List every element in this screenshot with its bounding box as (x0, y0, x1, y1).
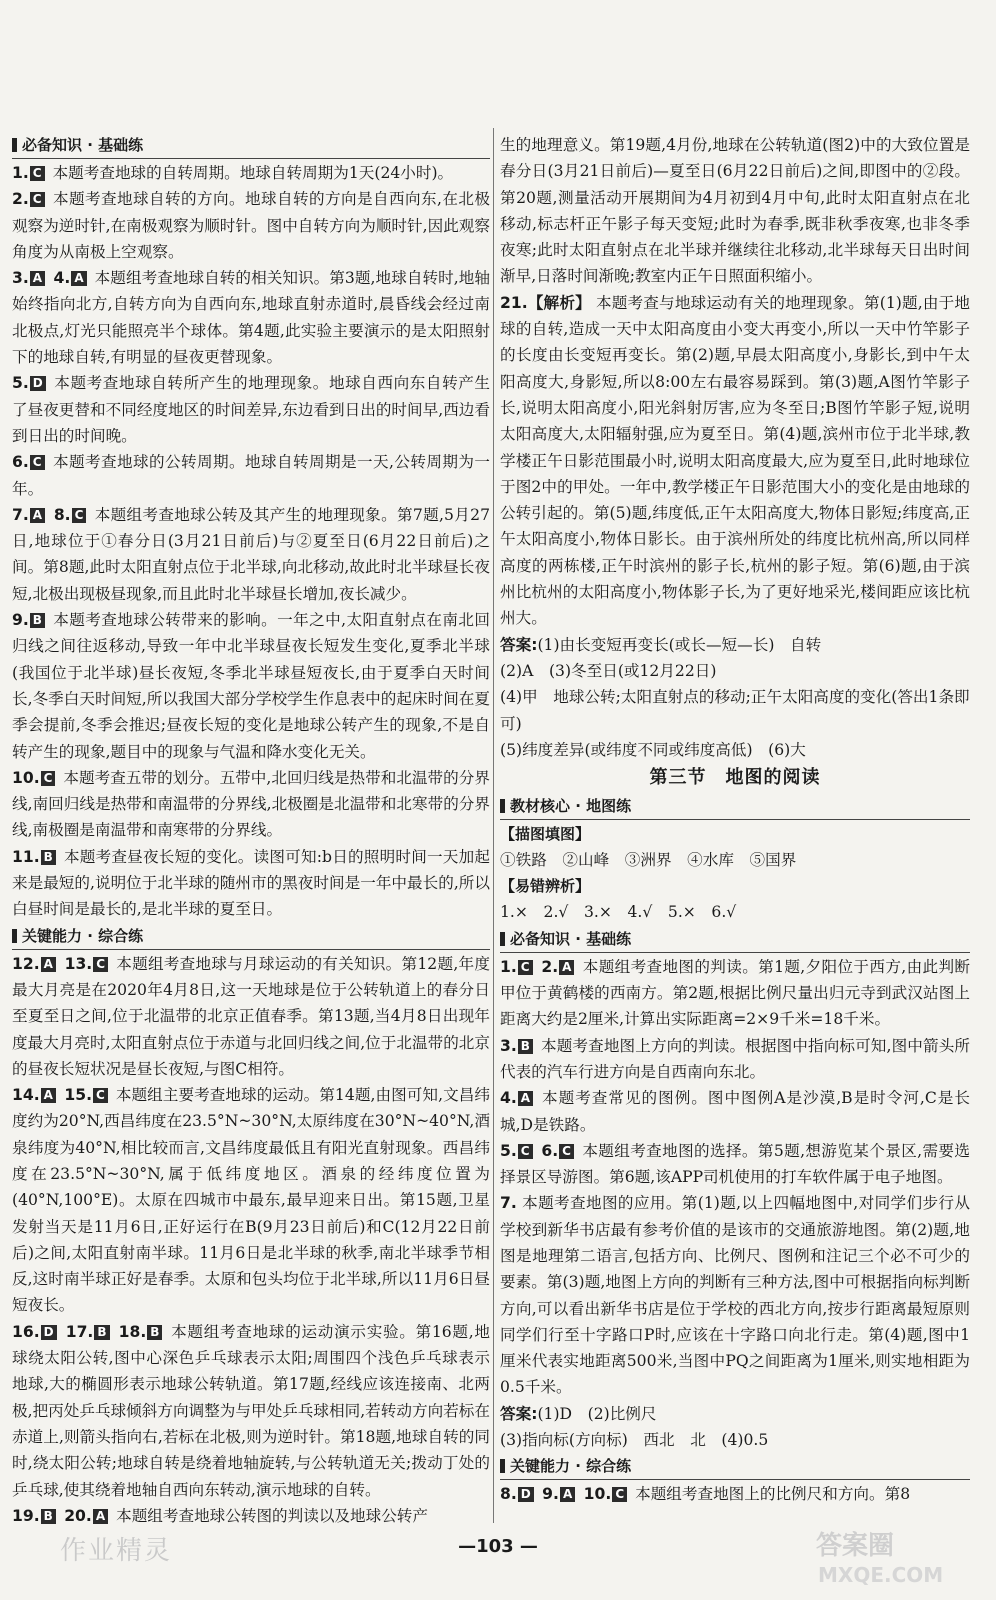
analysis-tag: 【解析】 (527, 293, 591, 312)
section-title: 必备知识 · 基础练 (510, 929, 632, 948)
explanation-text: 本题组主要考查地球的运动。第14题,由图可知,文昌纬度约为20°N,西昌纬度在23.5°N~30°N,太原纬度在30°N~40°N,酒泉纬度为40°N,相比较而言,文昌纬度最低且有阳光直射现象。西昌纬度在23.5°N~30°N,属于低纬度地区。酒泉的经纬度位置为(40°N,100°E)。太原在四城市中最东,最早迎来日出。第15题,卫星发射当天是11月6日,正好运行在B(9月23日前后)和C(12月22日前后)之间,太阳直射南半球。11月6日是北半球的秋季,南北半球季节相反,这时南半球正好是春季。太原和包头均位于北半球,所以11月6日昼短夜长。 (12, 1086, 490, 1315)
answer-item (500, 1033, 970, 1086)
section-title: 关键能力 · 综合练 (510, 1457, 632, 1476)
section-header (500, 793, 970, 820)
answer-text: (2)A (3)冬至日(或12月22日) (500, 661, 717, 680)
question-number: 17. (59, 1322, 94, 1341)
answer-item (500, 1085, 970, 1138)
explanation-text: 本题考查地图的应用。第(1)题,以上四幅地图中,对同学们步行从学校到新华书店最有参考价值的是该市的交通旅游地图。第(2)题,地图是地理第二语言,包括方向、比例尺、图例和注记三个必不可少的要素。第(3)题,地图上方向的判断有三种方法,图中可根据指向标判断方向,可以看出新华书店是位于学校的西北方向,按步行距离最短原则同学们行至十字路口P时,应该在十字路口向北行走。第(4)题,图中1厘米代表实地距离500米,当图中PQ之间距离为1厘米,则实地相距为0.5千米。 (500, 1194, 970, 1397)
answer-badge: A (559, 960, 574, 975)
answer-item (12, 607, 490, 765)
answer-badge: C (518, 960, 533, 975)
section-marker-icon (500, 799, 505, 813)
answer-item (12, 765, 490, 844)
explanation-text: 本题考查常见的图例。图中图例A是沙漠,B是时令河,C是长城,D是铁路。 (500, 1089, 970, 1134)
question-number: 20. (58, 1506, 92, 1525)
left-column (12, 132, 490, 1529)
question-number: 9. (536, 1485, 559, 1504)
answer-text: 1.× 2.√ 3.× 4.√ 5.× 6.√ (500, 903, 737, 922)
answer-item (12, 370, 490, 449)
answer-item (12, 951, 490, 1082)
answer-item (500, 1138, 970, 1191)
answer-line (500, 1401, 970, 1427)
question-number: 5. (12, 374, 29, 393)
question-number: 16. (12, 1322, 40, 1341)
answer-badge: C (518, 1144, 533, 1159)
answer-badge: D (518, 1487, 534, 1502)
answer-tag: 答案: (500, 1404, 538, 1423)
answer-badge: C (41, 771, 56, 786)
subsection-title: 【易错辨析】 (500, 877, 591, 896)
question-number: 6. (535, 1141, 559, 1160)
watermark-logo-icon (808, 1520, 978, 1590)
answer-badge: A (30, 271, 45, 286)
answer-badge: D (41, 1325, 57, 1340)
answer-badge: C (93, 957, 108, 972)
answer-badge: A (518, 1091, 533, 1106)
answer-item (12, 1082, 490, 1319)
answer-item (12, 449, 490, 502)
answer-text: (4)甲 地球公转;太阳直射点的移动;正午太阳高度的变化(答出1条即可) (500, 688, 970, 733)
answer-line (500, 847, 970, 873)
question-number: 11. (12, 847, 40, 866)
answer-badge: B (30, 613, 45, 628)
answer-badge: C (30, 192, 45, 207)
answer-item (500, 290, 970, 632)
explanation-text: 本题组考查地球公转及其产生的地理现象。第7题,5月27日,地球位于①春分日(3月21日前后)与②夏至日(6月22日前后)之间。第8题,此时太阳直射点位于北半球,向北移动,故此时北半球昼长夜短,北极出现极昼现象,而且此时北半球昼长增加,夜长减少。 (12, 505, 490, 603)
answer-badge: A (71, 271, 86, 286)
question-number: 21. (500, 293, 528, 312)
answer-item (12, 1503, 490, 1529)
answer-badge: C (30, 166, 45, 181)
answer-line (500, 632, 970, 658)
answer-badge: A (30, 508, 45, 523)
explanation-text: 本题组考查地球自转的相关知识。第3题,地球自转时,地轴始终指向北方,自转方向为自西向东,地球直射赤道时,晨昏线会经过南北极点,灯光只能照亮半个球体。第4题,此实验主要演示的是太阳照射下的地球自转,有明显的昼夜更替现象。 (12, 269, 491, 367)
answer-tag: 答案: (500, 635, 538, 654)
answer-text: (3)指向标(方向标) 西北 北 (4)0.5 (500, 1431, 769, 1450)
watermark-right-text: MXQE.COM (818, 1563, 944, 1587)
question-number: 7. (12, 505, 29, 524)
question-number: 19. (12, 1506, 40, 1525)
answer-text: (5)纬度差异(或纬度不同或纬度高低) (6)大 (500, 740, 806, 759)
explanation-text: 本题考查地球自转的方向。地球自转的方向是自西向东,在北极观察为逆时针,在南极观察为顺时针。图中自转方向为顺时针,因此观察角度为从南极上空观察。 (12, 190, 490, 261)
answer-item (12, 1319, 490, 1503)
answer-badge: B (94, 1325, 109, 1340)
answer-line (500, 1427, 970, 1453)
answer-text: (1)由长变短再变长(或长—短—长) 自转 (537, 635, 822, 654)
section-marker-icon (500, 932, 505, 946)
explanation-text: 本题组考查地球的运动演示实验。第16题,地球绕太阳公转,图中心深色乒乓球表示太阳;周围四个浅色乒乓球表示地球,大的椭圆形表示地球公转轨道。第17题,经线应该连接南、北两极,把丙处乒乓球倾斜方向调整为与甲处乒乓球相同,若转动方向若标在赤道上,则箭头指向右,若标在北极,则为逆时针。第18题,地球自转的同时,绕太阳公转;地球自转是绕着地轴旋转,与公转轨道无关;拨动丁处的乒乓球,使其绕着地轴自西向东转动,演示地球的自转。 (12, 1322, 490, 1499)
answer-badge: C (559, 1144, 574, 1159)
question-number: 10. (12, 768, 40, 787)
watermark-left: 作业精灵 (60, 1536, 173, 1566)
section-header (12, 923, 490, 950)
answer-badge: A (93, 1509, 108, 1524)
explanation-text: 本题考查地球的自转周期。地球自转周期为1天(24小时)。 (52, 164, 454, 182)
answer-badge: A (560, 1487, 575, 1502)
question-number: 7. (500, 1194, 517, 1213)
section-title: 必备知识 · 基础练 (22, 136, 144, 154)
answer-item (12, 265, 490, 370)
answer-text: (1)D (2)比例尺 (537, 1404, 657, 1423)
question-number: 15. (58, 1086, 93, 1105)
subsection-title: 【描图填图】 (500, 825, 591, 844)
answer-item (12, 502, 490, 607)
explanation-text: 本题考查地球的公转周期。地球自转周期是一天,公转周期为一年。 (12, 453, 490, 498)
explanation-text: 本题考查昼夜长短的变化。读图可知:b日的照明时间一天加起来是最短的,说明位于北半球的随州市的黑夜时间是一年中最长的,所以白昼时间是最长的,是北半球的夏至日。 (12, 847, 490, 919)
question-number: 10. (578, 1485, 612, 1504)
section-header (500, 926, 970, 953)
section-title: 教材核心 · 地图练 (510, 797, 632, 816)
explanation-text: 本题组考查地图的判读。第1题,夕阳位于西方,由此判断甲位于黄鹤楼的西南方。第2题,根据比例尺量出归元寺到武汉站图上距离大约是2厘米,计算出实际距离=2×9千米=18千米。 (500, 957, 970, 1029)
answer-badge: B (147, 1325, 162, 1340)
answer-item (12, 160, 490, 186)
explanation-text: 生的地理意义。第19题,4月份,地球在公转轨道(图2)中的大致位置是春分日(3月21日前后)—夏至日(6月22日前后)之间,即图中的②段。第20题,测量活动开展期间为4月初到4月中旬,此时太阳直射点在北移动,标志杆正午影子每天变短;此时为春季,既非秋季夜寒,也非冬季夜寒;此时太阳直射点在北半球并继续往北移动,北半球每天日出时间渐早,日落时间渐晚;教室内正午日照面积缩小。 (500, 136, 970, 286)
answer-badge: C (30, 455, 45, 470)
answer-badge: C (93, 1088, 108, 1103)
question-number: 3. (500, 1036, 517, 1055)
answer-badge: C (72, 508, 87, 523)
question-number: 3. (12, 269, 29, 288)
answer-badge: B (41, 1509, 56, 1524)
svg-text:答案圈: 答案圈 (816, 1531, 895, 1561)
answer-item (500, 132, 970, 290)
section-header (12, 132, 490, 159)
question-number: 6. (12, 453, 29, 472)
question-number: 13. (58, 954, 93, 973)
question-number: 12. (12, 954, 40, 973)
question-number: 2. (12, 190, 29, 209)
answer-badge: A (41, 957, 56, 972)
section-header (500, 1453, 970, 1480)
answer-line (500, 684, 970, 737)
question-number: 14. (12, 1086, 40, 1105)
answer-line (500, 658, 970, 684)
answer-badge: A (41, 1088, 56, 1103)
column-divider (493, 128, 494, 1523)
answer-badge: B (518, 1039, 533, 1054)
question-number: 8. (48, 505, 71, 524)
explanation-text: 本题考查与地球运动有关的地理现象。第(1)题,由于地球的自转,造成一天中太阳高度由小变大再变小,所以一天中竹竿影子的长度由长变短再变长。第(2)题,早晨太阳高度小,身影长,到中午太阳高度大,身影短,所以8:00左右最容易踩到。第(3)题,A图竹竿影子长,说明太阳高度小,阳光斜射厉害,应为冬至日;B图竹竿影子短,说明太阳高度大,太阳辐射强,应为夏至日。第(4)题,滨州市位于北半球,教学楼正午日影范围最小时,说明太阳高度最大,应为夏至日,此时地球位于图2中的甲处。一年中,教学楼正午日影范围大小的变化是由地球的公转引起的。第(5)题,纬度低,正午太阳高度大,物体日影短;纬度高,正午太阳高度小,物体日影长。由于滨州所处的纬度比杭州高,所以同样高度的两栋楼,正午时滨州的影子长,杭州的影子短。第(6)题,由于滨州比杭州的太阳高度小,物体影子长,为了更好地采光,楼间距应该比杭州大。 (500, 293, 970, 628)
answer-badge: B (41, 850, 56, 865)
answer-item (500, 1481, 970, 1507)
explanation-text: 本题组考查地球与月球运动的有关知识。第12题,年度最大月亮是在2020年4月8日,这一天地球是位于公转轨道上的春分日至夏至日之间,位于北温带的北京正值春季。第13题,当4月8日出现年度最大月亮时,太阳直射点位于赤道与北回归线之间,位于北温带的北京的昼夜长短状况是昼长夜短,与图C相符。 (12, 954, 490, 1078)
answer-item (500, 954, 970, 1033)
question-number: 4. (500, 1089, 517, 1108)
right-column (500, 132, 970, 1508)
answer-item (500, 1190, 970, 1400)
question-number: 1. (500, 957, 517, 976)
explanation-text: 本题组考查地图上的比例尺和方向。第8 (635, 1485, 911, 1504)
answer-badge: C (612, 1487, 627, 1502)
explanation-text: 本题考查地球自转所产生的地理现象。地球自西向东自转产生了昼夜更替和不同经度地区的时间差异,东边看到日出的时间早,西边看到日出的时间晚。 (12, 374, 490, 445)
question-number: 18. (112, 1322, 147, 1341)
question-number: 1. (12, 164, 29, 182)
section-marker-icon (12, 929, 17, 943)
section-marker-icon (500, 1459, 505, 1473)
explanation-text: 本题考查五带的划分。五带中,北回归线是热带和北温带的分界线,南回归线是热带和南温带的分界线,北极圈是北温带和北寒带的分界线,南极圈是南温带和南寒带的分界线。 (12, 768, 490, 840)
answer-line (500, 899, 970, 925)
explanation-text: 本题考查地图上方向的判读。根据图中指向标可知,图中箭头所代表的汽车行进方向是自西南向东北。 (500, 1036, 970, 1081)
page-number: —103 — (458, 1536, 538, 1557)
question-number: 9. (12, 611, 29, 630)
question-number: 2. (535, 957, 559, 976)
question-number: 4. (48, 269, 71, 288)
answer-item (12, 844, 490, 923)
question-number: 8. (500, 1485, 517, 1504)
answer-line (500, 737, 970, 763)
answer-badge: D (30, 376, 46, 391)
explanation-text: 本题组考查地球公转图的判读以及地球公转产 (116, 1506, 428, 1525)
chapter-title: 第三节 地图的阅读 (649, 767, 821, 789)
question-number: 5. (500, 1141, 517, 1160)
section-marker-icon (12, 138, 17, 152)
section-title: 关键能力 · 综合练 (22, 926, 144, 945)
explanation-text: 本题组考查地图的选择。第5题,想游览某个景区,需要选择景区导游图。第6题,该APP司机使用的打车软件属于电子地图。 (500, 1141, 970, 1187)
answer-text: ①铁路 ②山峰 ③洲界 ④水库 ⑤国界 (500, 851, 797, 870)
answer-item (12, 186, 490, 265)
explanation-text: 本题考查地球公转带来的影响。一年之中,太阳直射点在南北回归线之间往返移动,导致一年中北半球昼夜长短发生变化,夏季北半球(我国位于北半球)昼长夜短,冬季北半球昼短夜长,由于夏季白天时间长,冬季白天时间短,所以我国大部分学校学生作息表中的起床时间在夏季会提前,冬季会推迟;昼夜长短的变化是地球公转产生的现象,不是自转产生的现象,题目中的现象与气温和降水变化无关。 (12, 611, 490, 761)
